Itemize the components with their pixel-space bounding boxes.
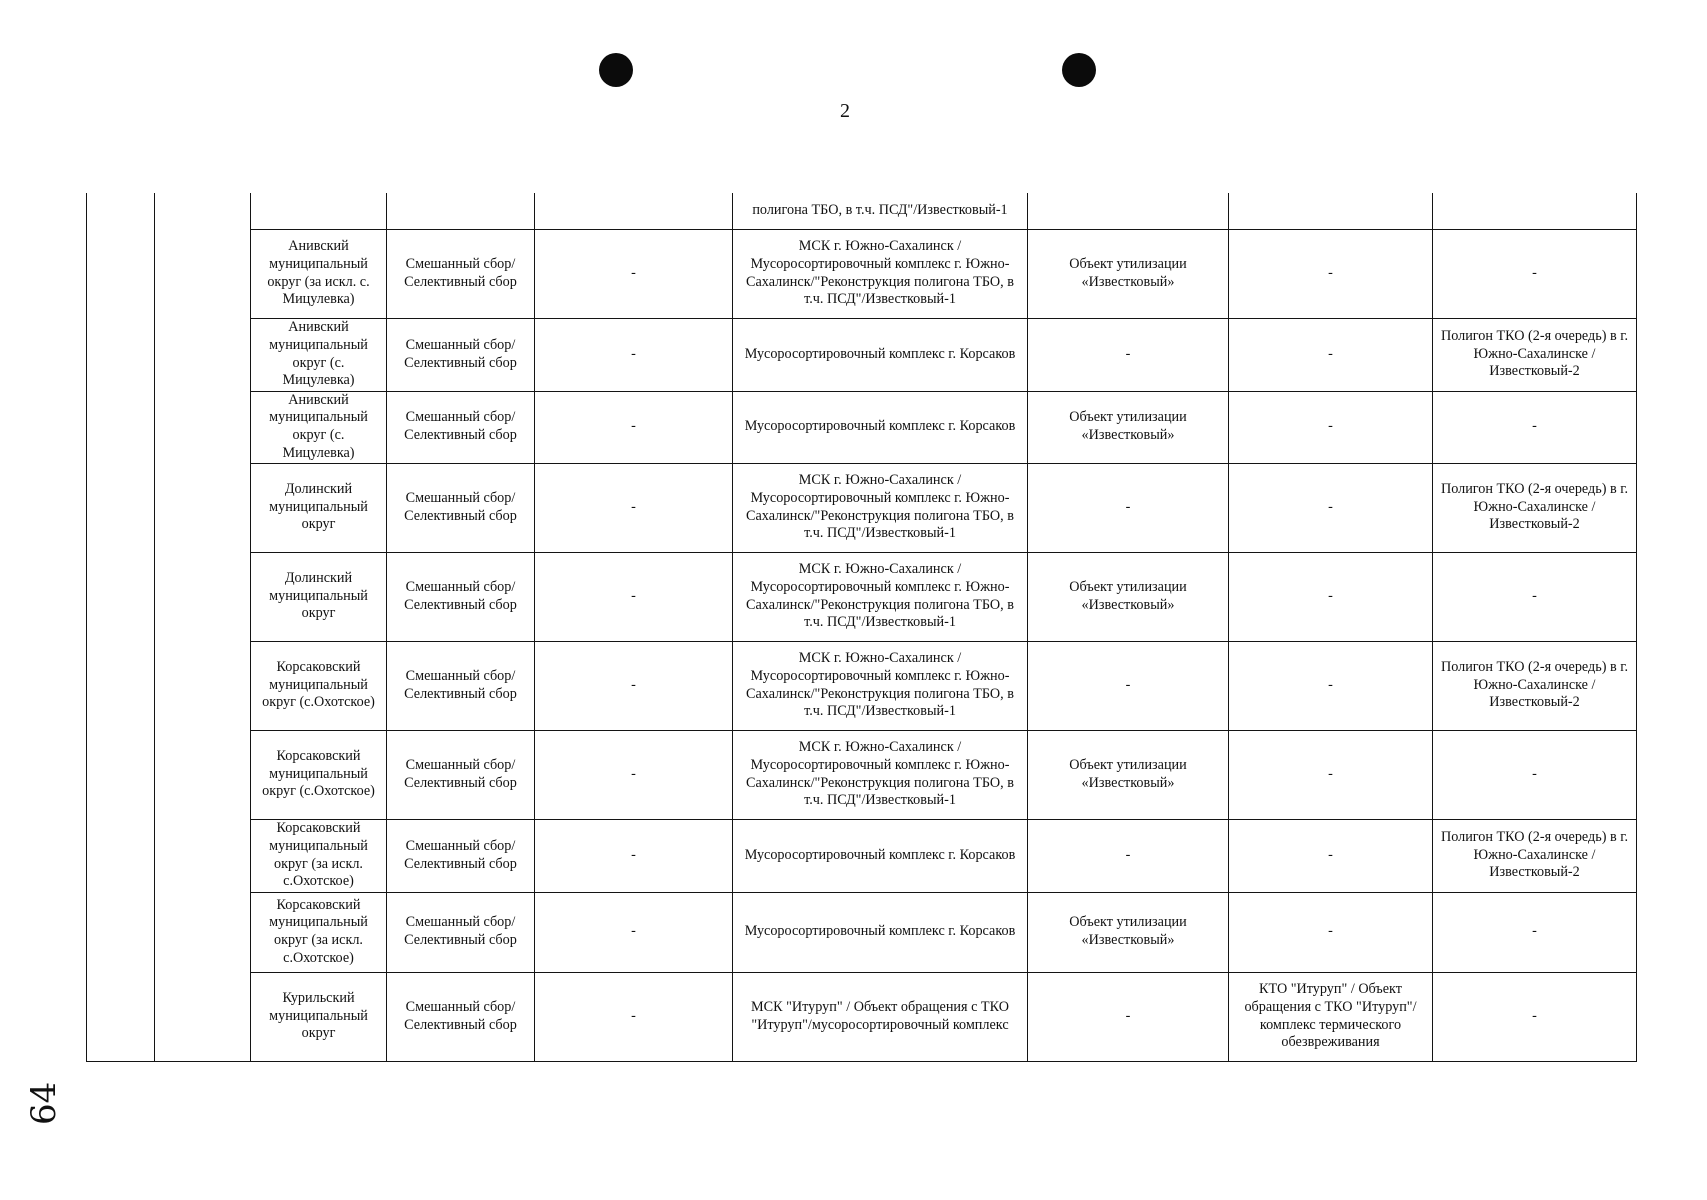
table-cell-disposal: Полигон ТКО (2-я очередь) в г. Южно-Сахалинске / Известковый-2 xyxy=(1433,641,1637,730)
waste-routing-table xyxy=(86,193,1637,1062)
table-cell-disposal: - xyxy=(1433,892,1637,972)
table-cell-utilization: Объект утилизации «Известковый» xyxy=(1028,552,1229,641)
table-cell-disposal xyxy=(1433,193,1637,229)
table-cell-processing: полигона ТБО, в т.ч. ПСД"/Известковый-1 xyxy=(733,193,1028,229)
table-cell-neutralization: - xyxy=(1229,819,1433,892)
table-row xyxy=(87,972,1637,1061)
table-cell-municipality: Анивский муниципальный округ (за искл. с. Мицулевка) xyxy=(251,229,387,318)
table-cell-municipality: Корсаковский муниципальный округ (за искл. с.Охотское) xyxy=(251,892,387,972)
table-cell-processing: Мусоросортировочный комплекс г. Корсаков xyxy=(733,819,1028,892)
table-cell-blank xyxy=(87,730,155,819)
table-cell-neutralization: - xyxy=(1229,892,1433,972)
table-cell-utilization: - xyxy=(1028,318,1229,391)
punch-hole-right xyxy=(1062,53,1096,87)
table-cell-collection: Смешанный сбор/ Селективный сбор xyxy=(387,229,535,318)
table-cell-utilization: Объект утилизации «Известковый» xyxy=(1028,229,1229,318)
table-row xyxy=(87,819,1637,892)
table-row xyxy=(87,318,1637,391)
table-cell-c3: - xyxy=(535,730,733,819)
table-cell-neutralization: - xyxy=(1229,463,1433,552)
table-cell-blank xyxy=(87,892,155,972)
table-cell-neutralization: - xyxy=(1229,730,1433,819)
table-row xyxy=(87,892,1637,972)
table-cell-processing: МСК "Итуруп" / Объект обращения с ТКО "Итуруп"/мусоросортировочный комплекс xyxy=(733,972,1028,1061)
table-row xyxy=(87,552,1637,641)
page-number: 2 xyxy=(840,100,850,122)
table-cell-utilization: - xyxy=(1028,972,1229,1061)
table-cell-neutralization: КТО "Итуруп" / Объект обращения с ТКО "Итуруп"/комплекс термического обезвреживания xyxy=(1229,972,1433,1061)
table-cell-disposal: - xyxy=(1433,730,1637,819)
table-cell-neutralization: - xyxy=(1229,641,1433,730)
table-row xyxy=(87,641,1637,730)
table-cell-blank xyxy=(155,318,251,391)
table-cell-collection: Смешанный сбор/ Селективный сбор xyxy=(387,552,535,641)
table-cell-blank xyxy=(155,552,251,641)
table-cell-blank xyxy=(155,229,251,318)
table-row xyxy=(87,391,1637,463)
table-cell-c3: - xyxy=(535,318,733,391)
table-cell-disposal: - xyxy=(1433,972,1637,1061)
table-cell-processing: Мусоросортировочный комплекс г. Корсаков xyxy=(733,318,1028,391)
table-cell-disposal: Полигон ТКО (2-я очередь) в г. Южно-Сахалинске / Известковый-2 xyxy=(1433,463,1637,552)
table-cell-neutralization: - xyxy=(1229,552,1433,641)
table-cell-blank xyxy=(155,193,251,229)
table-cell-c3: - xyxy=(535,552,733,641)
table-cell-utilization: - xyxy=(1028,641,1229,730)
table-cell-collection: Смешанный сбор/ Селективный сбор xyxy=(387,892,535,972)
table-cell-blank xyxy=(87,552,155,641)
table-cell-municipality: Корсаковский муниципальный округ (с.Охотское) xyxy=(251,641,387,730)
table-cell-disposal: - xyxy=(1433,391,1637,463)
table-cell-blank xyxy=(155,892,251,972)
table-cell-municipality: Курильский муниципальный округ xyxy=(251,972,387,1061)
table-cell-collection xyxy=(387,193,535,229)
table-cell-utilization: - xyxy=(1028,463,1229,552)
table-row xyxy=(87,730,1637,819)
table-cell-blank xyxy=(87,463,155,552)
table-cell-utilization: Объект утилизации «Известковый» xyxy=(1028,892,1229,972)
table-cell-processing: Мусоросортировочный комплекс г. Корсаков xyxy=(733,892,1028,972)
table-cell-blank xyxy=(87,193,155,229)
table-cell-blank xyxy=(87,641,155,730)
table-cell-c3: - xyxy=(535,463,733,552)
table-cell-neutralization xyxy=(1229,193,1433,229)
table-cell-blank xyxy=(155,730,251,819)
table-cell-collection: Смешанный сбор/ Селективный сбор xyxy=(387,463,535,552)
table-cell-collection: Смешанный сбор/ Селективный сбор xyxy=(387,819,535,892)
table-cell-blank xyxy=(87,391,155,463)
table-cell-disposal: Полигон ТКО (2-я очередь) в г. Южно-Сахалинске / Известковый-2 xyxy=(1433,819,1637,892)
table-row xyxy=(87,229,1637,318)
table-cell-blank xyxy=(87,972,155,1061)
table-cell-collection: Смешанный сбор/ Селективный сбор xyxy=(387,391,535,463)
table-cell-processing: МСК г. Южно-Сахалинск / Мусоросортировочный комплекс г. Южно-Сахалинск/"Реконструкция полигона ТБО, в т.ч. ПСД"/Известковый-1 xyxy=(733,730,1028,819)
table-cell-c3: - xyxy=(535,229,733,318)
table-cell-processing: МСК г. Южно-Сахалинск / Мусоросортировочный комплекс г. Южно-Сахалинск/"Реконструкция полигона ТБО, в т.ч. ПСД"/Известковый-1 xyxy=(733,641,1028,730)
table-cell-collection: Смешанный сбор/ Селективный сбор xyxy=(387,318,535,391)
punch-hole-left xyxy=(599,53,633,87)
handwritten-margin-note: 64 xyxy=(24,1081,64,1125)
table-cell-c3: - xyxy=(535,972,733,1061)
table-cell-municipality: Долинский муниципальный округ xyxy=(251,463,387,552)
table-cell-utilization: - xyxy=(1028,819,1229,892)
table-cell-disposal: Полигон ТКО (2-я очередь) в г. Южно-Сахалинске / Известковый-2 xyxy=(1433,318,1637,391)
table-cell-processing: Мусоросортировочный комплекс г. Корсаков xyxy=(733,391,1028,463)
table-cell-processing: МСК г. Южно-Сахалинск / Мусоросортировочный комплекс г. Южно-Сахалинск/"Реконструкция полигона ТБО, в т.ч. ПСД"/Известковый-1 xyxy=(733,552,1028,641)
table-cell-utilization: Объект утилизации «Известковый» xyxy=(1028,730,1229,819)
table-cell-neutralization: - xyxy=(1229,229,1433,318)
table-cell-c3: - xyxy=(535,819,733,892)
table-cell-c3 xyxy=(535,193,733,229)
table-cell-disposal: - xyxy=(1433,229,1637,318)
table-cell-blank xyxy=(155,819,251,892)
table-cell-processing: МСК г. Южно-Сахалинск / Мусоросортировочный комплекс г. Южно-Сахалинск/"Реконструкция полигона ТБО, в т.ч. ПСД"/Известковый-1 xyxy=(733,229,1028,318)
table-cell-municipality: Долинский муниципальный округ xyxy=(251,552,387,641)
table-cell-utilization: Объект утилизации «Известковый» xyxy=(1028,391,1229,463)
table-cell-municipality xyxy=(251,193,387,229)
table-cell-processing: МСК г. Южно-Сахалинск / Мусоросортировочный комплекс г. Южно-Сахалинск/"Реконструкция полигона ТБО, в т.ч. ПСД"/Известковый-1 xyxy=(733,463,1028,552)
table-cell-utilization xyxy=(1028,193,1229,229)
table-cell-blank xyxy=(155,463,251,552)
table-cell-blank xyxy=(155,972,251,1061)
table-cell-blank xyxy=(87,318,155,391)
table-cell-municipality: Корсаковский муниципальный округ (с.Охотское) xyxy=(251,730,387,819)
table-cell-collection: Смешанный сбор/ Селективный сбор xyxy=(387,641,535,730)
table-row xyxy=(87,193,1637,229)
table-cell-disposal: - xyxy=(1433,552,1637,641)
table-cell-blank xyxy=(87,229,155,318)
table-cell-neutralization: - xyxy=(1229,318,1433,391)
table-cell-municipality: Корсаковский муниципальный округ (за искл. с.Охотское) xyxy=(251,819,387,892)
table-cell-blank xyxy=(87,819,155,892)
table-cell-c3: - xyxy=(535,391,733,463)
table-cell-blank xyxy=(155,641,251,730)
table-cell-blank xyxy=(155,391,251,463)
table-cell-neutralization: - xyxy=(1229,391,1433,463)
table-cell-c3: - xyxy=(535,892,733,972)
table-cell-collection: Смешанный сбор/ Селективный сбор xyxy=(387,730,535,819)
table-cell-c3: - xyxy=(535,641,733,730)
table-cell-municipality: Анивский муниципальный округ (с. Мицулевка) xyxy=(251,391,387,463)
table-cell-collection: Смешанный сбор/ Селективный сбор xyxy=(387,972,535,1061)
table-cell-municipality: Анивский муниципальный округ (с. Мицулевка) xyxy=(251,318,387,391)
table-row xyxy=(87,463,1637,552)
